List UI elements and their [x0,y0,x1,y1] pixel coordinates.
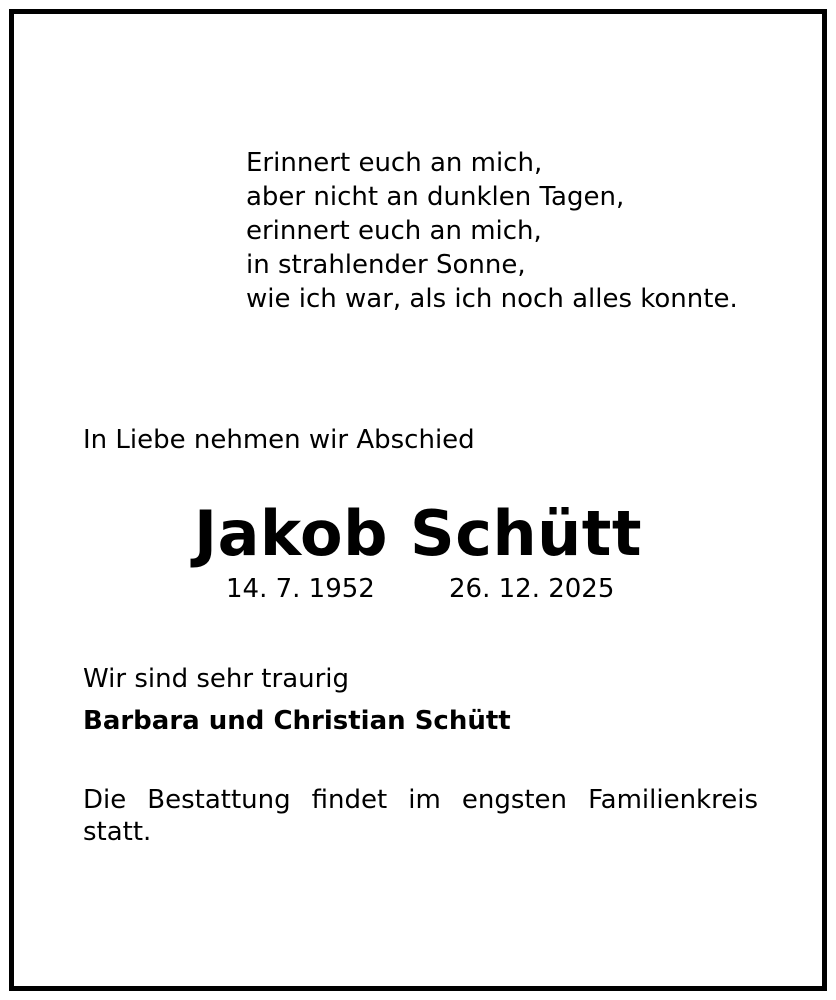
mourning-text: Wir sind sehr traurig [83,664,350,694]
mourners-names: Barbara und Christian Schütt [83,706,511,736]
poem-line: Erinnert euch an mich, [246,148,543,178]
poem-line: aber nicht an dunklen Tagen, [246,182,625,212]
birth-date: 14. 7. 1952 [226,574,375,604]
poem-line: wie ich war, als ich noch alles konnte. [246,284,738,314]
death-date: 26. 12. 2025 [449,574,615,604]
deceased-name: Jakob Schütt [194,497,642,570]
poem-line: in strahlender Sonne, [246,250,526,280]
poem [246,146,738,316]
funeral-notice: Die Bestattung findet im engsten Familienkreis statt. [83,785,758,847]
farewell-intro: In Liebe nehmen wir Abschied [83,425,475,455]
poem-line: erinnert euch an mich, [246,216,542,246]
